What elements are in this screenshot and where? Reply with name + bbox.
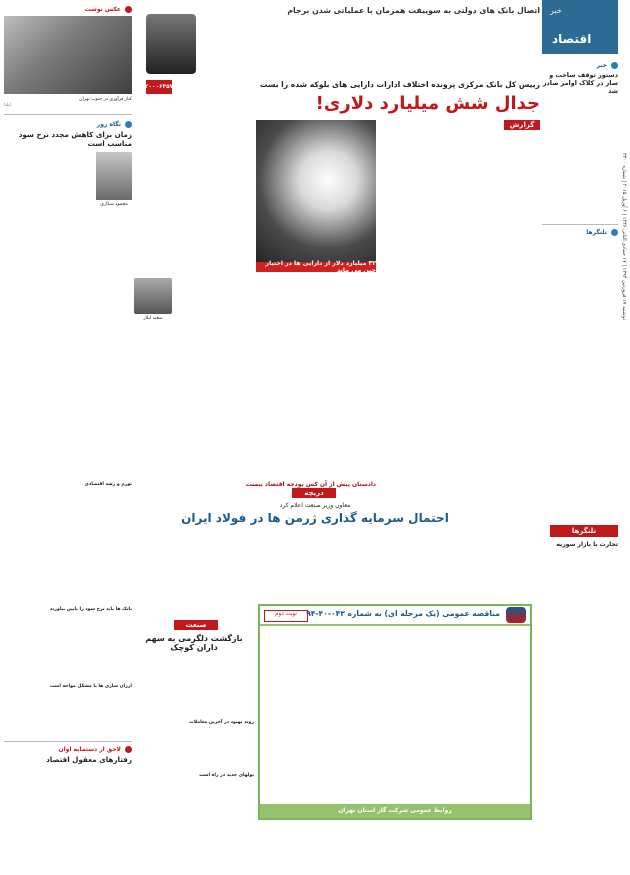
- bullet-icon: [611, 229, 618, 236]
- bottom-left-body-3: [134, 780, 254, 824]
- divider: [4, 114, 132, 115]
- bullet-icon: [125, 121, 132, 128]
- bottom-left-subhead-2: پولهای جدید در راه است: [199, 773, 254, 778]
- subtitle-3-body: [4, 691, 132, 737]
- subtitle-3: ارزان سازی ها با مشکل مواجه است: [49, 684, 132, 689]
- photo-section-title: عکس نوشت: [84, 6, 121, 13]
- photo-section-head: [4, 6, 132, 13]
- right-notes-body: [542, 239, 618, 521]
- bottom-left-body-2: [134, 727, 254, 771]
- divider: [4, 741, 132, 742]
- short-news-headline: رفتارهای معقول اقتصاد: [46, 755, 132, 764]
- pull-quote: دادستان پیش از آن کس بودجه اقتصاد بیست: [245, 481, 376, 488]
- news-of-day-head: [4, 121, 132, 128]
- bullet-icon: [125, 746, 132, 753]
- section-title-block: [542, 0, 618, 54]
- ad-title: مناقصه عمومی (یک مرحله ای) به شماره ۰۴۳-۴۰-۹۴: [306, 609, 500, 618]
- right-notes-head: [542, 229, 618, 236]
- quote-author: سعید لیلاز: [143, 316, 163, 321]
- subtitle-2: بانک ها باید نرخ سود را پایین بیاورند: [49, 607, 132, 612]
- news-of-day-title: نگاه روز: [96, 121, 121, 128]
- top-story-body: [146, 19, 540, 73]
- lead-block: [141, 80, 540, 120]
- right-news-2-body: [542, 551, 618, 826]
- short-news-body: [4, 767, 132, 875]
- section-mini-label: خبر: [550, 6, 562, 15]
- middle-lower-headline: احتمال سرمایه گذاری ژرمن ها در فولاد ایران: [181, 511, 449, 525]
- date-strip: [618, 0, 630, 320]
- right-news-2-headline: تجارت با بازار سوریه: [556, 541, 618, 548]
- right-news-head: [542, 62, 618, 69]
- right-column: [542, 58, 618, 818]
- right-news-2-tag: تلنگرها: [550, 525, 618, 537]
- middle-lower-article: [134, 488, 496, 614]
- middle-lower-kicker: معاون وزیر صنعت اعلام کرد: [279, 502, 351, 509]
- left-photo-caption: کنار فرآوری در جنوب تهران: [79, 97, 132, 102]
- bullet-icon: [125, 6, 132, 13]
- lead-kicker: رییس کل بانک مرکزی پرونده اختلاف ادارات دارایی های بلوکه شده را بست: [259, 80, 540, 89]
- bottom-left-tag: صنعت: [174, 620, 218, 630]
- columnist-caption: محمود شکاری: [100, 202, 128, 207]
- right-news-tag: خبر: [596, 62, 607, 69]
- short-news-head: [4, 746, 132, 753]
- section-main-label: اقتصاد: [552, 32, 592, 46]
- main-headline: جدال شش میلیارد دلاری!: [315, 93, 540, 114]
- subtitle-1: تورم و رشد اقتصادی: [84, 482, 132, 487]
- subtitle-2-body: [4, 614, 132, 682]
- bottom-left-body-1: [134, 656, 254, 718]
- right-news-headline: دستور توقف ساخت و ساز در کلاک اوامر صادر شد: [542, 71, 618, 95]
- portrait-photo: [146, 14, 196, 74]
- subtitle-1-body: [4, 489, 132, 605]
- bottom-left-article: [134, 620, 254, 816]
- middle-lower-tag: دریچه: [292, 488, 336, 498]
- left-photo-credit: ایلنا: [4, 103, 11, 108]
- news-of-day-headline: زمان برای کاهش مجدد نرخ سود مناسب است: [18, 130, 132, 148]
- ad-stamp: نوبت دوم: [264, 610, 308, 622]
- middle-lower-body: [134, 531, 496, 611]
- short-news-title: لاحق از دستمایه اوان: [58, 746, 121, 753]
- gas-company-ad: [258, 604, 532, 820]
- news-of-day-body: [4, 210, 132, 480]
- bullet-icon: [611, 62, 618, 69]
- phone-badge: ۲۲۰۰۰۶۳۵۷۵: [146, 80, 172, 94]
- main-photo-caption: ۳۲ میلیارد دلار از دارایی ها در اختیار چین می ماند: [256, 262, 376, 272]
- quote-author-photo: [134, 278, 172, 314]
- ad-header: [260, 606, 530, 626]
- top-story-headline: اتصال بانک های دولتی به سوییفت همزمان با عملیاتی شدن برجام: [287, 6, 540, 15]
- report-tag: گزارش: [504, 120, 540, 130]
- left-photo: [4, 16, 132, 94]
- main-photo: [256, 120, 376, 270]
- left-column: [4, 6, 132, 821]
- pull-quote-area: [134, 278, 376, 488]
- ad-footer: روابط عمومی شرکت گاز استان تهران: [260, 804, 530, 818]
- divider: [542, 224, 618, 225]
- columnist-photo: [96, 152, 132, 200]
- right-notes-tag: تلنگرها: [586, 229, 607, 236]
- right-news-body: [542, 98, 618, 220]
- ad-body: [264, 628, 526, 796]
- company-logo: [506, 607, 526, 623]
- date-strip-text: دوشنبه ۱۷ فروردین ۱۳۹۴ | ۱۷ جمادی الثانی ۱۴۳۶ | ۶ آوریل ۲۰۱۵ | شماره ۳۳۰۰: [621, 152, 627, 320]
- bottom-left-headline: بازگشت دلگرمی به سهم داران کوچک: [145, 634, 243, 652]
- bottom-left-subhead-1: روند بهبود در آخرین معاملات: [189, 720, 254, 725]
